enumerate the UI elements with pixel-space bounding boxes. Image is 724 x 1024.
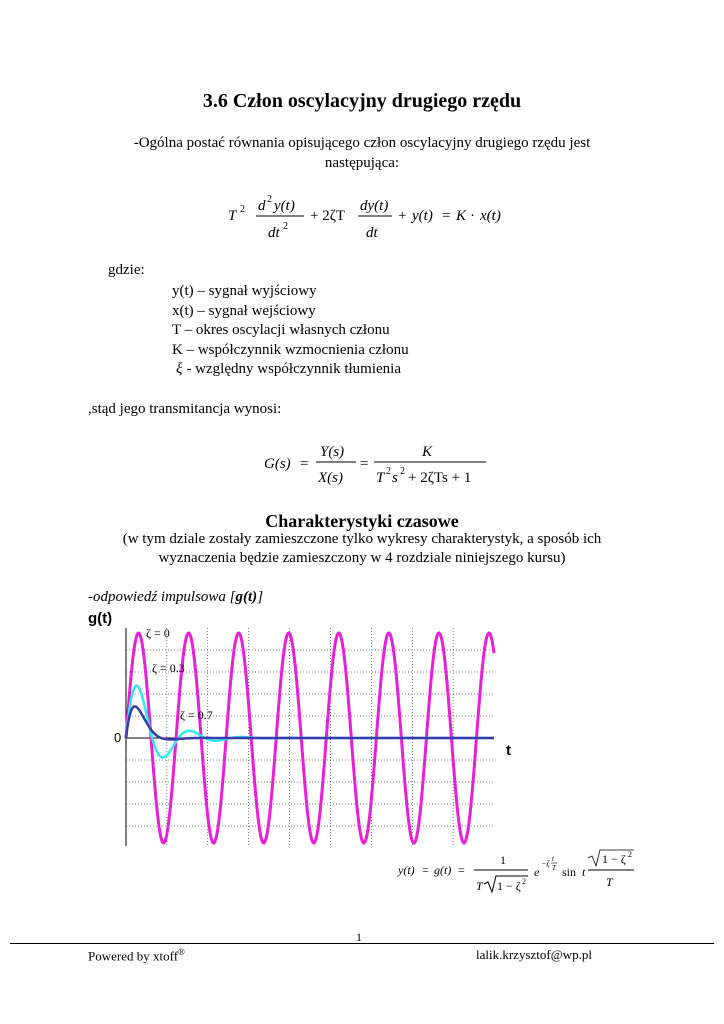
registered-mark: ® [178,947,185,957]
svg-text:=: = [422,863,429,877]
svg-text:e: e [534,865,540,879]
svg-text:sin: sin [562,865,577,879]
svg-text:y(t): y(t) [412,208,433,224]
impulse-label-close: ] [257,589,264,605]
svg-text:y(t): y(t) [274,198,295,214]
svg-text:2: 2 [628,850,632,859]
annotation-label: ζ = 0.7 [180,708,213,722]
page-number: 1 [356,930,362,944]
where-label: gdzie: [108,262,145,278]
svg-text:2: 2 [283,221,288,232]
intro-line-2: następująca: [324,155,400,171]
chart-y-tick-zero: 0 [114,730,122,745]
svg-text:d: d [258,198,266,214]
definition-item: y(t) – sygnał wyjściowy [172,283,317,299]
svg-text:Y(s): Y(s) [320,444,345,460]
svg-text:1: 1 [500,853,506,867]
svg-text:+ 2ζTs + 1: + 2ζTs + 1 [408,470,472,486]
xi-symbol: ξ [176,361,183,377]
footer-credit-text: Powered by xtoff [88,948,179,964]
svg-text:X(s): X(s) [318,470,343,486]
svg-text:dt: dt [268,225,280,241]
svg-text:1 − ζ: 1 − ζ [602,852,626,866]
svg-text:G(s): G(s) [264,456,291,472]
svg-text:2: 2 [400,466,405,477]
section-title: Charakterystyki czasowe [265,511,459,531]
page-title: 3.6 Człon oscylacyjny drugiego rzędu [202,90,522,112]
impulse-symbol: g(t) [235,589,258,605]
svg-text:y(t): y(t) [398,863,415,877]
svg-text:t: t [582,865,586,879]
svg-text:2: 2 [522,877,526,886]
chart-annotations [146,626,213,722]
definition-item: K – współczynnik wzmocnienia członu [172,341,409,358]
svg-text:·: · [470,208,475,224]
svg-text:K: K [422,444,433,460]
svg-text:dt: dt [366,225,378,241]
svg-text:=: = [300,456,309,472]
chart-x-label: t [506,742,511,759]
impulse-label-text: -odpowiedź impulsowa [ [88,589,236,605]
footer-divider [10,943,714,944]
annotation-label: ζ = 0 [146,626,170,640]
svg-text:dy(t): dy(t) [360,198,389,214]
footer-email: lalik.krzysztof@wp.pl [476,947,592,962]
note-line-1: (w tym dziale zostały zamieszczone tylko wykresy charakterystyk, a sposób ich [122,531,602,547]
intro-line-1: -Ogólna postać równania opisującego człon oscylacyjny drugiego rzędu jest [133,135,591,151]
definition-item: T – okres oscylacji własnych członu [172,322,390,338]
svg-text:g(t): g(t) [434,863,452,877]
svg-text:T: T [476,879,483,893]
svg-text:+ 2ζT: + 2ζT [310,208,346,224]
svg-text:2: 2 [267,194,272,205]
svg-text:K: K [456,208,467,224]
svg-text:s: s [392,470,398,486]
impulse-response-formula [396,846,640,902]
note-line-2: wyznaczenia będzie zamieszczony w 4 rozdziale niniejszego kursu) [158,550,566,566]
definition-text: - względny współczynnik tłumienia [186,361,401,377]
footer-credit [88,947,185,964]
svg-text:2: 2 [240,204,245,215]
svg-text:=: = [442,208,451,224]
svg-text:2: 2 [386,466,391,477]
svg-text:T: T [228,208,237,224]
annotation-label: ζ = 0.3 [152,661,185,675]
svg-text:=: = [360,456,369,472]
svg-text:T: T [606,875,613,889]
svg-text:1 − ζ: 1 − ζ [497,879,521,893]
transfer-function-intro: ,stąd jego transmitancja wynosi: [88,401,282,417]
svg-text:=: = [458,863,465,877]
chart-y-label: g(t) [88,610,113,627]
svg-text:T: T [552,864,556,872]
svg-text:+: + [398,208,407,224]
svg-text:t: t [552,855,554,863]
svg-text:x(t): x(t) [480,208,501,224]
svg-text:T: T [376,470,385,486]
svg-text:−ζ: −ζ [541,859,550,868]
definition-item: x(t) – sygnał wejściowy [172,302,316,319]
